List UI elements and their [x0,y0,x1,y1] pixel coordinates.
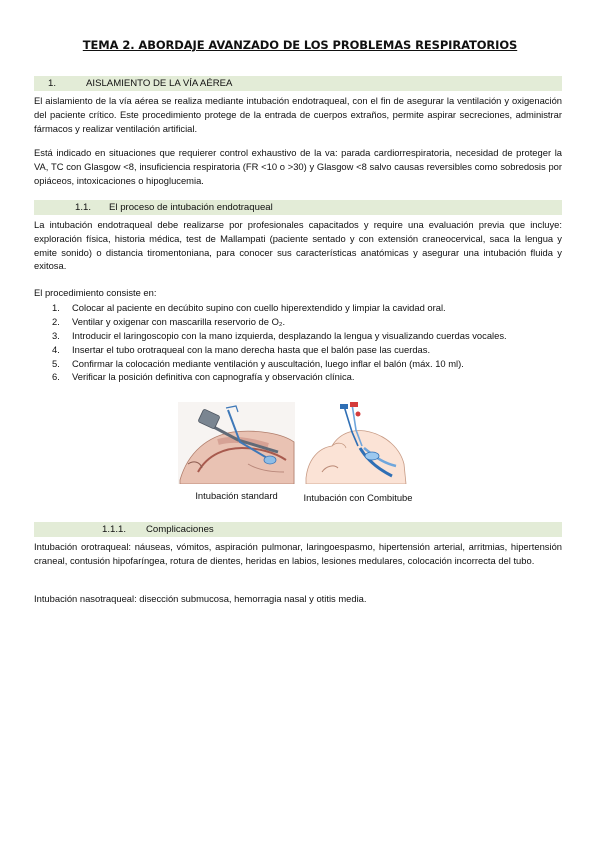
procedure-intro: El procedimiento consiste en: [34,287,157,298]
paragraph-evaluation: La intubación endotraqueal debe realizarse por profesionales capacitados y require una evaluación previa que incluye: exploración física, historia médica, test de Mallampati (paciente sentado y con extensión craneocervical, saca la lengua y emite sonido) o distancia tiromentoniana, para conocer sus características anatómicas y asegurar una intubación fluida y exitosa. [34,219,562,272]
procedure-step [52,343,562,357]
step-text: Colocar al paciente en decúbito supino con cuello hiperextendido y limpiar la cavidad oral. [72,302,446,313]
procedure-step [52,301,562,315]
standard-intubation-drawing [178,402,295,484]
paragraph-orotracheal-complications: Intubación orotraqueal: náuseas, vómitos, aspiración pulmonar, laringoespasmo, hipertensión arterial, arritmias, hipertensión craneal, contusión hipofaríngea, rotura de dientes, heridas en labios, lesiones medulares, colocación incorrecta del tubo. [34,541,562,566]
step-number: 3. [52,329,60,341]
procedure-step [52,329,562,343]
figure-caption-standard: Intubación standard [195,490,278,501]
procedure-steps [52,301,562,384]
procedure-step [52,357,562,371]
section-1-heading [34,76,562,91]
step-text: Ventilar y oxigenar con mascarilla reservorio de O₂. [72,315,286,327]
section-1-1-1-number: 1.1.1. [102,524,127,535]
standard-intubation-illustration [178,402,295,484]
combitube-intubation-illustration [300,402,412,484]
step-text: Insertar el tubo orotraqueal con la mano derecha hasta que el balón pase las cuerdas. [72,343,431,355]
figure-caption-combitube: Intubación con Combitube [303,492,413,503]
procedure-step [52,370,562,384]
step-number: 1. [52,302,60,313]
procedure-step [52,315,562,329]
section-1-1-heading [34,200,562,215]
step-number: 5. [52,357,60,369]
section-1-number: 1. [48,78,57,89]
step-number: 4. [52,343,60,355]
step-text: Introducir el laringoscopio con la mano izquierda, desplazando la lengua y visualizando cuerdas vocales. [72,329,507,341]
combitube-intubation-drawing [300,402,412,484]
section-1-1-1-heading [34,522,562,537]
step-number: 2. [52,315,60,327]
step-text: Confirmar la colocación mediante ventilación y auscultación, luego inflar el balón (máx. 10 ml). [72,357,464,369]
paragraph-indications: Está indicado en situaciones que requierer control exhaustivo de la va: parada cardiorrespiratoria, necesidad de proteger la VA, TC con Glasgow <8, insuficiencia respiratoria (FR <10 o >30) y Glasgow <8 salvo causas reversibles como sobredosis por opiáceos, intoxicaciones o hipoglucemia. [34,147,562,186]
section-1-1-number: 1.1. [75,202,92,213]
paragraph-intro: El aislamiento de la vía aérea se realiza mediante intubación endotraqueal, con el fin de asegurar la ventilación y oxigenación del paciente crítico. Este procedimiento protege de la entrada de cuerpos extraños, permite aspirar secreciones, administrar fármacos y realizar ventilación artificial. [34,95,562,134]
section-1-1-title: El proceso de intubación endotraqueal [109,202,273,213]
section-1-title: AISLAMIENTO DE LA VÍA AÉREA [86,78,233,89]
section-1-1-1-title: Complicaciones [146,524,214,535]
step-text: Verificar la posición definitiva con capnografía y observación clínica. [72,371,355,383]
page-title: TEMA 2. ABORDAJE AVANZADO DE LOS PROBLEMAS RESPIRATORIOS [82,38,518,52]
step-number: 6. [52,371,60,383]
paragraph-nasotracheal-complications: Intubación nasotraqueal: disección submucosa, hemorragia nasal y otitis media. [34,593,367,604]
